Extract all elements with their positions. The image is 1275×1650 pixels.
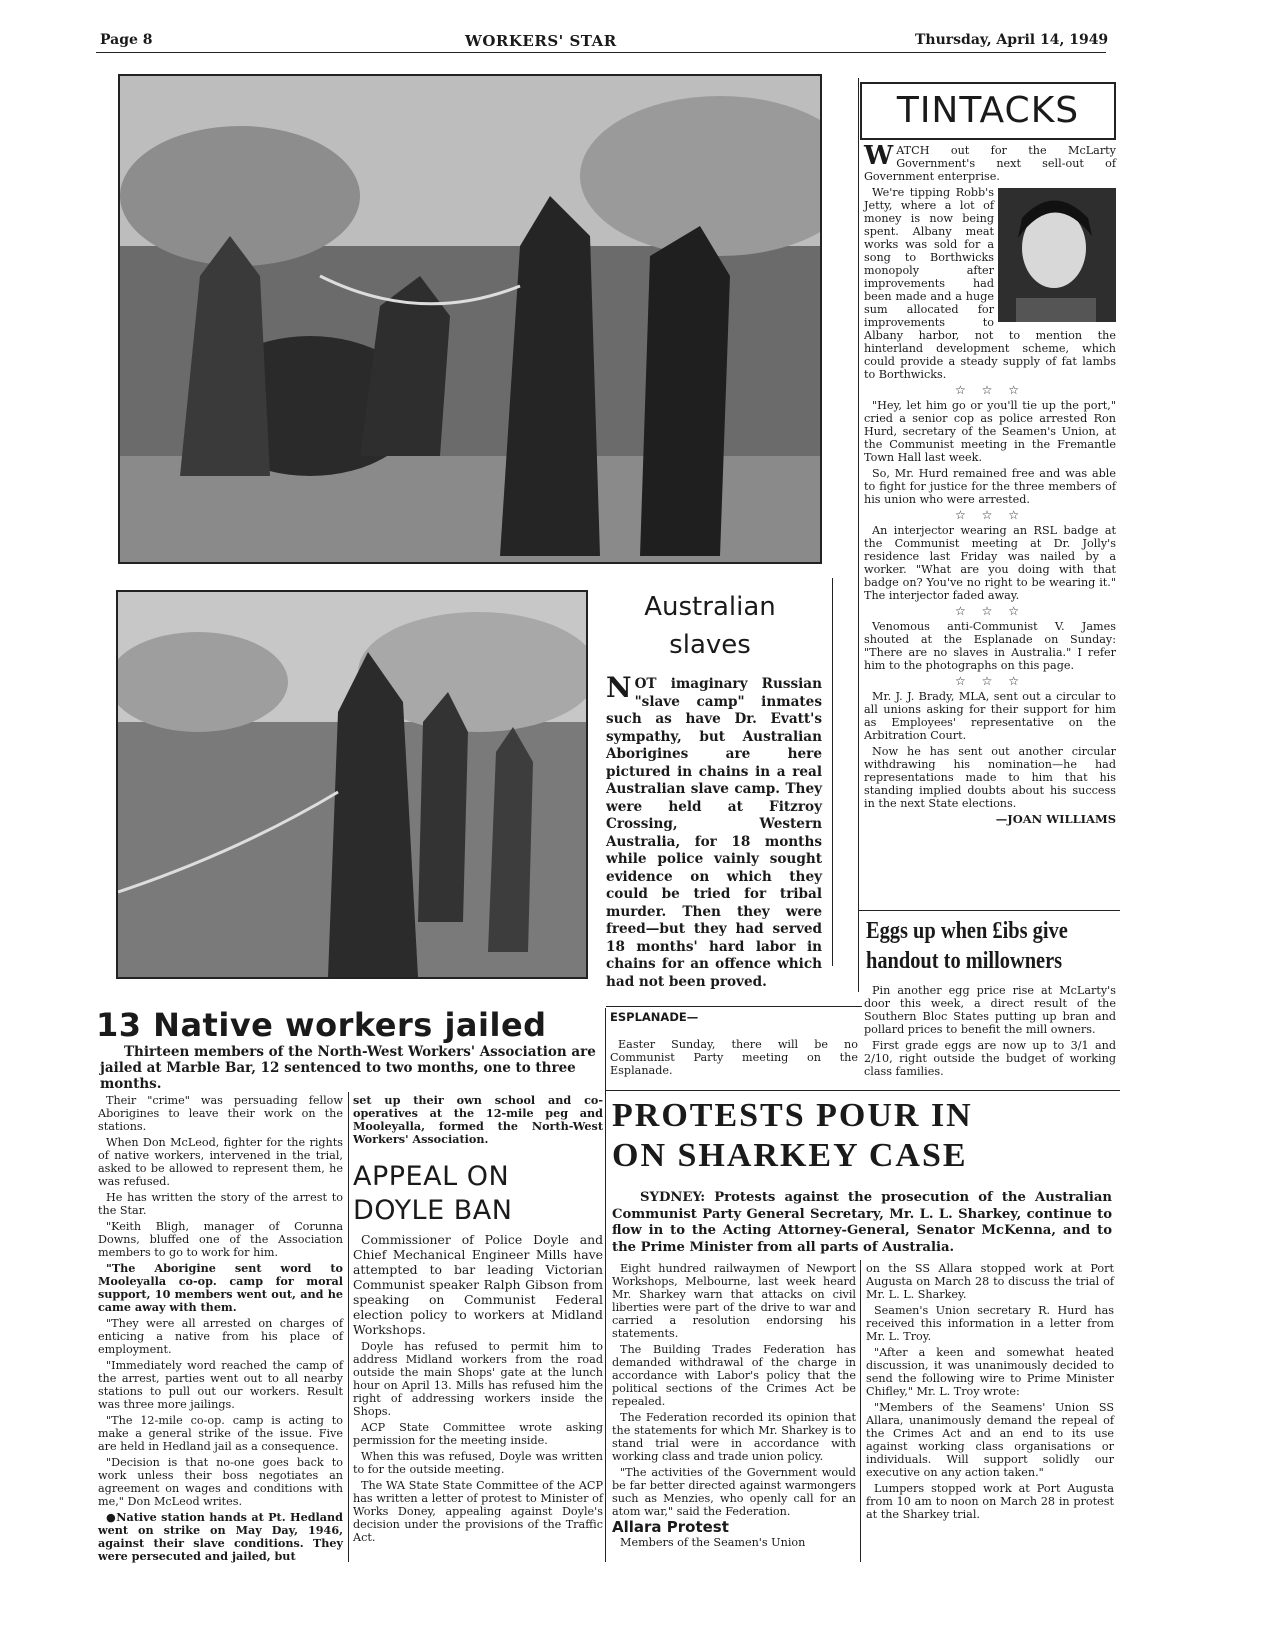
native-c1p10: ●Native station hands at Pt. Hedland went on strike on May Day, 1946, against their slave conditions. They were persecuted and jailed, but: [98, 1510, 343, 1563]
caption-dropcap: N: [606, 671, 632, 704]
native-c1p2: When Don McLeod, fighter for the rights of native workers, intervened in the trial, asked to be allowed to represent them, he was refused.: [98, 1136, 343, 1188]
header-rule: [96, 52, 1106, 53]
protests-column-1: [612, 1262, 856, 1552]
appeal-p3: ACP State Committee wrote asking permission for the meeting inside.: [353, 1421, 603, 1447]
protests-dateline: SYDNEY:: [640, 1190, 706, 1205]
tintacks-byline: —JOAN WILLIAMS: [995, 812, 1116, 826]
protests-c2p4: "Members of the Seamens' Union SS Allara, unanimously demand the repeal of the Crimes Act and an end to its use against working class organisations or individuals. Will support solidly our executive on any action taken.": [866, 1401, 1114, 1479]
protests-c2p2: Seamen's Union secretary R. Hurd has received this information in a letter from Mr. L. Troy.: [866, 1304, 1114, 1343]
eggs-p1: Pin another egg price rise at McLarty's door this week, a direct result of the Southern Bloc States putting up bran and pollard prices to benefit the mill owners.: [864, 984, 1116, 1036]
issue-date: Thursday, April 14, 1949: [915, 32, 1109, 48]
native-column-2: [353, 1094, 603, 1149]
tintacks-p6: Venomous anti-Communist V. James shouted at the Esplanade on Sunday: "There are no slaves in Australia." I refer him to the photographs on this page.: [864, 620, 1116, 672]
tintacks-column: [864, 141, 1116, 826]
protests-c2p1: on the SS Allara stopped work at Port Augusta on March 28 to discuss the trial of Mr. L. L. Sharkey.: [866, 1262, 1114, 1301]
protests-c1p2: The Building Trades Federation has demanded withdrawal of the charge in accordance with Labor's policy that the political sections of the Crimes Act be repealed.: [612, 1343, 856, 1408]
appeal-p5: The WA State State Committee of the ACP has written a letter of protest to Minister of Works Doney, appealing against Doyle's decision under the provisions of the Traffic Act.: [353, 1479, 603, 1544]
native-c1p3: He has written the story of the arrest to the Star.: [98, 1191, 343, 1217]
protests-column-2: [866, 1262, 1114, 1524]
esplanade-text: Easter Sunday, there will be no Communist Party meeting on the Esplanade.: [610, 1038, 858, 1077]
bottom-photo: [116, 590, 588, 979]
page-number: Page 8: [100, 32, 153, 48]
tintacks-left-rule: [858, 78, 859, 992]
stars-divider: ☆ ☆ ☆: [955, 508, 1025, 522]
tintacks-p4: So, Mr. Hurd remained free and was able to fight for justice for the three members of his union who were arrested.: [864, 467, 1116, 506]
esplanade-body: [610, 1038, 858, 1080]
column-rule: [348, 1092, 349, 1562]
protests-c1p3: The Federation recorded its opinion that the statements for which Mr. Sharkey is to stand trial were in accordance with working class and trade union policy.: [612, 1411, 856, 1463]
tintacks-bottom-rule: [858, 910, 1120, 911]
column-rule: [860, 1260, 861, 1562]
native-column-1: [98, 1094, 343, 1566]
tintacks-p7: Mr. J. J. Brady, MLA, sent out a circular to all unions asking for their support for him as Employees' representative on the Arbitration Court.: [864, 690, 1116, 742]
stars-divider: ☆ ☆ ☆: [955, 674, 1025, 688]
protests-top-rule: [606, 1090, 1120, 1091]
caption-text: OT imaginary Russian "slave camp" inmates such as have Dr. Evatt's sympathy, but Australian Aborigines are here pictured in chains in a real Australian slave camp. They were held at Fitzroy Crossing, Western Australia, for 18 months while police vainly sought evidence on which they could be tried for tribal murder. Then they were freed—but they had served 18 months' hard labor in chains for an offence which had not been proved.: [606, 676, 822, 990]
native-c1p9: "Decision is that no-one goes back to work unless their boss negotiates an agreement on wages and conditions with me," Don McLeod writes.: [98, 1456, 343, 1508]
tintacks-p2: We're tipping Robb's Jetty, where a lot of money is now being spent. Albany meat works was sold for a song to Borthwicks monopoly after improvements had been made and a huge sum allocated for improvements to Albany harbor, not to mention the hinterland development scheme, which could provide a steady supply of fat lambs to Borthwicks.: [864, 186, 1116, 381]
tintacks-box: [860, 82, 1116, 140]
native-c1p7: "Immediately word reached the camp of the arrest, parties went out to all nearby stations to pull out our workers. Result was three more jailings.: [98, 1359, 343, 1411]
appeal-p2: Doyle has refused to permit him to address Midland workers from the road outside the main Shops' gate at the lunch hour on April 13. Mills has refused him the right of addressing workers inside the Shops.: [353, 1340, 603, 1418]
tintacks-p8: Now he has sent out another circular withdrawing his nomination—he had representations made to him that his standing implied doubts about his success in the next State elections.: [864, 745, 1116, 810]
protests-c1p1: Eight hundred railwaymen of Newport Workshops, Melbourne, last week heard Mr. Sharkey warn that attacks on civil liberties were part of the drive to war and carried a resolution endorsing his statements.: [612, 1262, 856, 1340]
appeal-headline-line2: DOYLE BAN: [353, 1195, 513, 1226]
masthead: WORKERS' STAR: [465, 32, 617, 50]
native-c1p5: "The Aborigine sent word to Mooleyalla co-op. camp for moral support, 10 members went out, and he came away with them.: [98, 1261, 343, 1314]
chained-men-image: [120, 76, 820, 562]
eggs-headline: Eggs up when £ibs give handout to millowners: [866, 918, 1068, 974]
allara-subhead: Allara Protest: [612, 1518, 729, 1536]
stars-divider: ☆ ☆ ☆: [955, 604, 1025, 618]
native-c1p8: "The 12-mile co-op. camp is acting to make a general strike of the issue. Five are held in Hedland jail as a consequence.: [98, 1414, 343, 1453]
esplanade-top-rule: [606, 1006, 862, 1007]
protests-headline-line1: PROTESTS POUR IN: [612, 1097, 973, 1134]
appeal-p4: When this was refused, Doyle was written to for the outside meeting.: [353, 1450, 603, 1476]
column-rule: [605, 1008, 606, 1562]
protests-headline-line2: ON SHARKEY CASE: [612, 1137, 968, 1174]
caption-body: [606, 671, 822, 991]
caption-rule: [832, 578, 833, 966]
protests-standfirst-block: [612, 1190, 1112, 1256]
native-standfirst: Thirteen members of the North-West Workers' Association are jailed at Marble Bar, 12 sentenced to two months, one to three months.: [100, 1044, 596, 1092]
appeal-p1: Commissioner of Police Doyle and Chief Mechanical Engineer Mills have attempted to bar leading Victorian Communist speaker Ralph Gibson from speaking on Communist Federal election policy to workers at Midland Workshops.: [353, 1232, 603, 1337]
protests-c2p3: "After a keen and somewhat heated discussion, it was unanimously decided to send the following wire to Prime Minister Chifley," Mr. L. Troy wrote:: [866, 1346, 1114, 1398]
protests-c1p5: Members of the Seamen's Union: [620, 1536, 806, 1549]
tintacks-dropcap: W: [864, 141, 894, 171]
eggs-column: [864, 984, 1116, 1081]
esplanade-head: ESPLANADE—: [610, 1010, 699, 1024]
protests-c2p5: Lumpers stopped work at Port Augusta from 10 am to noon on March 28 in protest at the Sharkey trial.: [866, 1482, 1114, 1521]
protests-standfirst: Protests against the prosecution of the Australian Communist Party General Secretary, Mr. L. L. Sharkey, continue to flow in to the Acting Attorney-General, Senator McKenna, and to the Prime Minister from all parts of Australia.: [612, 1190, 1112, 1255]
native-c1p6: "They were all arrested on charges of enticing a native from his place of employment.: [98, 1317, 343, 1356]
tintacks-p1: ATCH out for the McLarty Government's next sell-out of Government enterprise.: [864, 144, 1116, 183]
portrait-image: [998, 188, 1116, 322]
caption-title-line1: Australian: [644, 592, 776, 622]
native-c2p1: set up their own school and co-operatives at the 12-mile peg and Mooleyalla, formed the North-West Workers' Association.: [353, 1093, 603, 1146]
caption-title-line2: slaves: [669, 630, 751, 660]
protests-c1p4: "The activities of the Government would be far better directed against warmongers such as Menzies, who openly call for an atom war," said the Federation.: [612, 1466, 856, 1518]
tintacks-title: TINTACKS: [896, 90, 1080, 131]
appeal-column: [353, 1232, 603, 1547]
appeal-headline-line1: APPEAL ON: [353, 1161, 510, 1192]
stars-divider: ☆ ☆ ☆: [955, 383, 1025, 397]
native-headline: 13 Native workers jailed: [96, 1006, 547, 1044]
tintacks-p3: "Hey, let him go or you'll tie up the port," cried a senior cop as police arrested Ron Hurd, secretary of the Seamen's Union, at the Communist meeting in the Fremantle Town Hall last week.: [864, 399, 1116, 464]
native-c1p4: "Keith Bligh, manager of Corunna Downs, bluffed one of the Association members to go to work for him.: [98, 1220, 343, 1259]
native-c1p1: Their "crime" was persuading fellow Aborigines to leave their work on the stations.: [98, 1094, 343, 1133]
eggs-p2: First grade eggs are now up to 3/1 and 2/10, right outside the budget of working class families.: [864, 1039, 1116, 1078]
prisoners-image: [118, 592, 586, 977]
tintacks-p5: An interjector wearing an RSL badge at the Communist meeting at Dr. Jolly's residence last Friday was nailed by a worker. "What are you doing with that badge on? You've no right to be wearing it." The interjector faded away.: [864, 524, 1116, 602]
portrait-photo: [998, 188, 1116, 322]
top-photo: [118, 74, 822, 564]
